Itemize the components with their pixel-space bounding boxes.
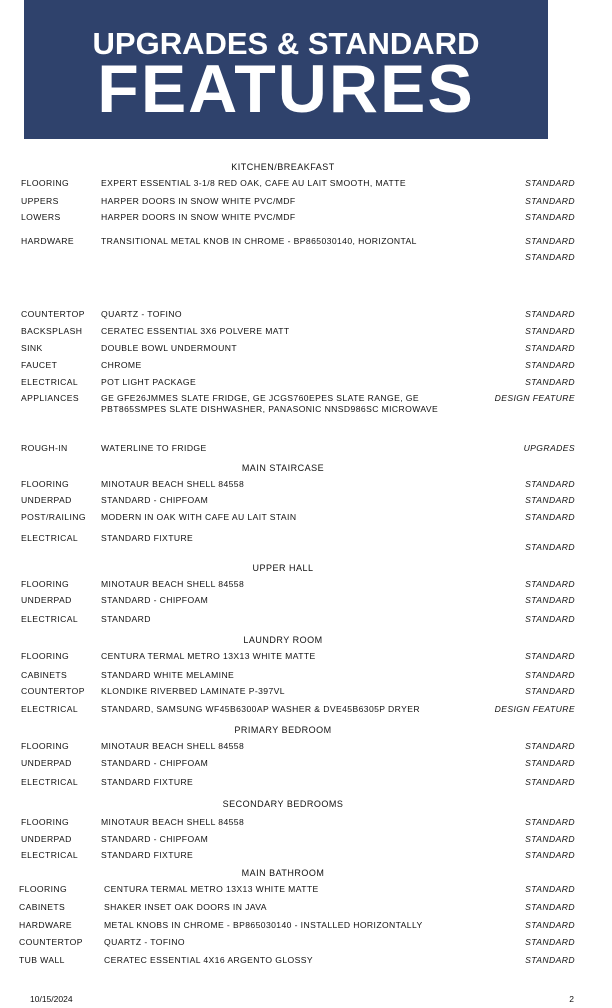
row-status: STANDARD (525, 686, 575, 696)
row-label: HARDWARE (21, 236, 75, 246)
row-status: STANDARD (525, 850, 575, 860)
row-status: STANDARD (525, 758, 575, 768)
row-label: HARDWARE (19, 920, 73, 930)
section-title-main-bathroom: MAIN BATHROOM (241, 868, 325, 878)
row-label: POST/RAILING (21, 512, 86, 522)
row-status: STANDARD (525, 512, 575, 522)
row-label: FLOORING (21, 479, 70, 489)
row-status: STANDARD (525, 955, 575, 965)
row-description: METAL KNOBS IN CHROME - BP865030140 - INSTALLED HORIZONTALLY (104, 920, 423, 930)
banner-title-line2: FEATURES (97, 51, 475, 127)
row-description: CERATEC ESSENTIAL 4X16 ARGENTO GLOSSY (104, 955, 314, 965)
row-label: BACKSPLASH (21, 326, 83, 336)
row-description: MODERN IN OAK WITH CAFE AU LAIT STAIN (101, 512, 297, 522)
row-description: STANDARD - CHIPFOAM (101, 595, 209, 605)
section-title-upper-hall: UPPER HALL (252, 563, 314, 573)
row-status: STANDARD (525, 252, 575, 262)
row-description: MINOTAUR BEACH SHELL 84558 (101, 741, 245, 751)
row-description: STANDARD FIXTURE (101, 533, 194, 543)
row-label: ELECTRICAL (21, 533, 79, 543)
row-description: SHAKER INSET OAK DOORS IN JAVA (104, 902, 267, 912)
row-description: KLONDIKE RIVERBED LAMINATE P-397VL (101, 686, 285, 696)
row-description: MINOTAUR BEACH SHELL 84558 (101, 579, 245, 589)
row-label: FLOORING (19, 884, 68, 894)
row-label: FLOORING (21, 651, 70, 661)
row-status: STANDARD (525, 595, 575, 605)
row-label: ELECTRICAL (21, 377, 79, 387)
row-status: STANDARD (525, 212, 575, 222)
row-label: FLOORING (21, 817, 70, 827)
row-description: POT LIGHT PACKAGE (101, 377, 197, 387)
row-label: CABINETS (21, 670, 68, 680)
row-label: SINK (21, 343, 43, 353)
row-status: STANDARD (525, 777, 575, 787)
row-label: COUNTERTOP (21, 309, 85, 319)
row-label: FLOORING (21, 178, 70, 188)
row-status: STANDARD (525, 479, 575, 489)
row-description: WATERLINE TO FRIDGE (101, 443, 207, 453)
footer-date: 10/15/2024 (30, 994, 73, 1004)
row-status: DESIGN FEATURE (494, 393, 575, 403)
row-description: HARPER DOORS IN SNOW WHITE PVC/MDF (101, 212, 296, 222)
row-status: DESIGN FEATURE (494, 704, 575, 714)
row-description: CENTURA TERMAL METRO 13X13 WHITE MATTE (104, 884, 319, 894)
row-description: EXPERT ESSENTIAL 3-1/8 RED OAK, CAFE AU LAIT SMOOTH, MATTE (101, 178, 406, 188)
row-status: STANDARD (525, 579, 575, 589)
section-title-main-staircase: MAIN STAIRCASE (241, 463, 325, 473)
row-label: CABINETS (19, 902, 66, 912)
row-description: QUARTZ - TOFINO (104, 937, 185, 947)
row-label: FLOORING (21, 741, 70, 751)
row-label: COUNTERTOP (19, 937, 83, 947)
row-status: STANDARD (525, 542, 575, 552)
row-status: STANDARD (525, 360, 575, 370)
row-description: QUARTZ - TOFINO (101, 309, 182, 319)
row-label: ROUGH-IN (21, 443, 68, 453)
row-status: STANDARD (525, 920, 575, 930)
row-label: ELECTRICAL (21, 777, 79, 787)
row-status: STANDARD (525, 902, 575, 912)
row-description: DOUBLE BOWL UNDERMOUNT (101, 343, 237, 353)
row-status: STANDARD (525, 377, 575, 387)
row-label: UNDERPAD (21, 758, 72, 768)
row-label: ELECTRICAL (21, 704, 79, 714)
row-label: UNDERPAD (21, 495, 72, 505)
row-status: STANDARD (525, 651, 575, 661)
row-description: STANDARD FIXTURE (101, 777, 194, 787)
row-status: STANDARD (525, 178, 575, 188)
row-label: FLOORING (21, 579, 70, 589)
row-label: ELECTRICAL (21, 850, 79, 860)
row-status: STANDARD (525, 670, 575, 680)
row-description: CHROME (101, 360, 142, 370)
row-status: STANDARD (525, 236, 575, 246)
row-status: STANDARD (525, 196, 575, 206)
row-label: UNDERPAD (21, 595, 72, 605)
row-description: MINOTAUR BEACH SHELL 84558 (101, 479, 245, 489)
row-description: STANDARD - CHIPFOAM (101, 834, 209, 844)
section-title-primary-bedroom: PRIMARY BEDROOM (234, 725, 332, 735)
row-description: STANDARD - CHIPFOAM (101, 495, 209, 505)
row-label: UNDERPAD (21, 834, 72, 844)
row-description: HARPER DOORS IN SNOW WHITE PVC/MDF (101, 196, 296, 206)
row-description: STANDARD (101, 614, 151, 624)
row-description: CERATEC ESSENTIAL 3X6 POLVERE MATT (101, 326, 290, 336)
row-status: STANDARD (525, 343, 575, 353)
row-status: UPGRADES (523, 443, 575, 453)
section-title-secondary-bedrooms: SECONDARY BEDROOMS (222, 799, 344, 809)
row-status: STANDARD (525, 741, 575, 751)
row-status: STANDARD (525, 884, 575, 894)
row-description: STANDARD - CHIPFOAM (101, 758, 209, 768)
page-number: 2 (569, 994, 574, 1004)
row-label: APPLIANCES (21, 393, 79, 403)
row-description: STANDARD FIXTURE (101, 850, 194, 860)
row-status: STANDARD (525, 817, 575, 827)
row-description: MINOTAUR BEACH SHELL 84558 (101, 817, 245, 827)
row-description: GE GFE26JMMES SLATE FRIDGE, GE JCGS760EPES SLATE RANGE, GE PBT865SMPES SLATE DISHWASHER, PANASONIC NNSD986SC MICROWAVE (101, 393, 439, 414)
section-title-laundry-room: LAUNDRY ROOM (243, 635, 323, 645)
row-label: COUNTERTOP (21, 686, 85, 696)
row-description: STANDARD, SAMSUNG WF45B6300AP WASHER & DVE45B6305P DRYER (101, 704, 420, 714)
section-title-kitchen: KITCHEN/BREAKFAST (231, 162, 335, 172)
row-status: STANDARD (525, 614, 575, 624)
row-description: CENTURA TERMAL METRO 13X13 WHITE MATTE (101, 651, 316, 661)
row-status: STANDARD (525, 495, 575, 505)
row-status: STANDARD (525, 326, 575, 336)
row-label: LOWERS (21, 212, 61, 222)
row-description: STANDARD WHITE MELAMINE (101, 670, 235, 680)
row-description: TRANSITIONAL METAL KNOB IN CHROME - BP865030140, HORIZONTAL (101, 236, 417, 246)
row-label: FAUCET (21, 360, 58, 370)
row-label: TUB WALL (19, 955, 65, 965)
banner-title-line1: UPGRADES & STANDARD (92, 26, 480, 61)
row-label: UPPERS (21, 196, 59, 206)
row-status: STANDARD (525, 309, 575, 319)
row-label: ELECTRICAL (21, 614, 79, 624)
row-status: STANDARD (525, 834, 575, 844)
row-status: STANDARD (525, 937, 575, 947)
